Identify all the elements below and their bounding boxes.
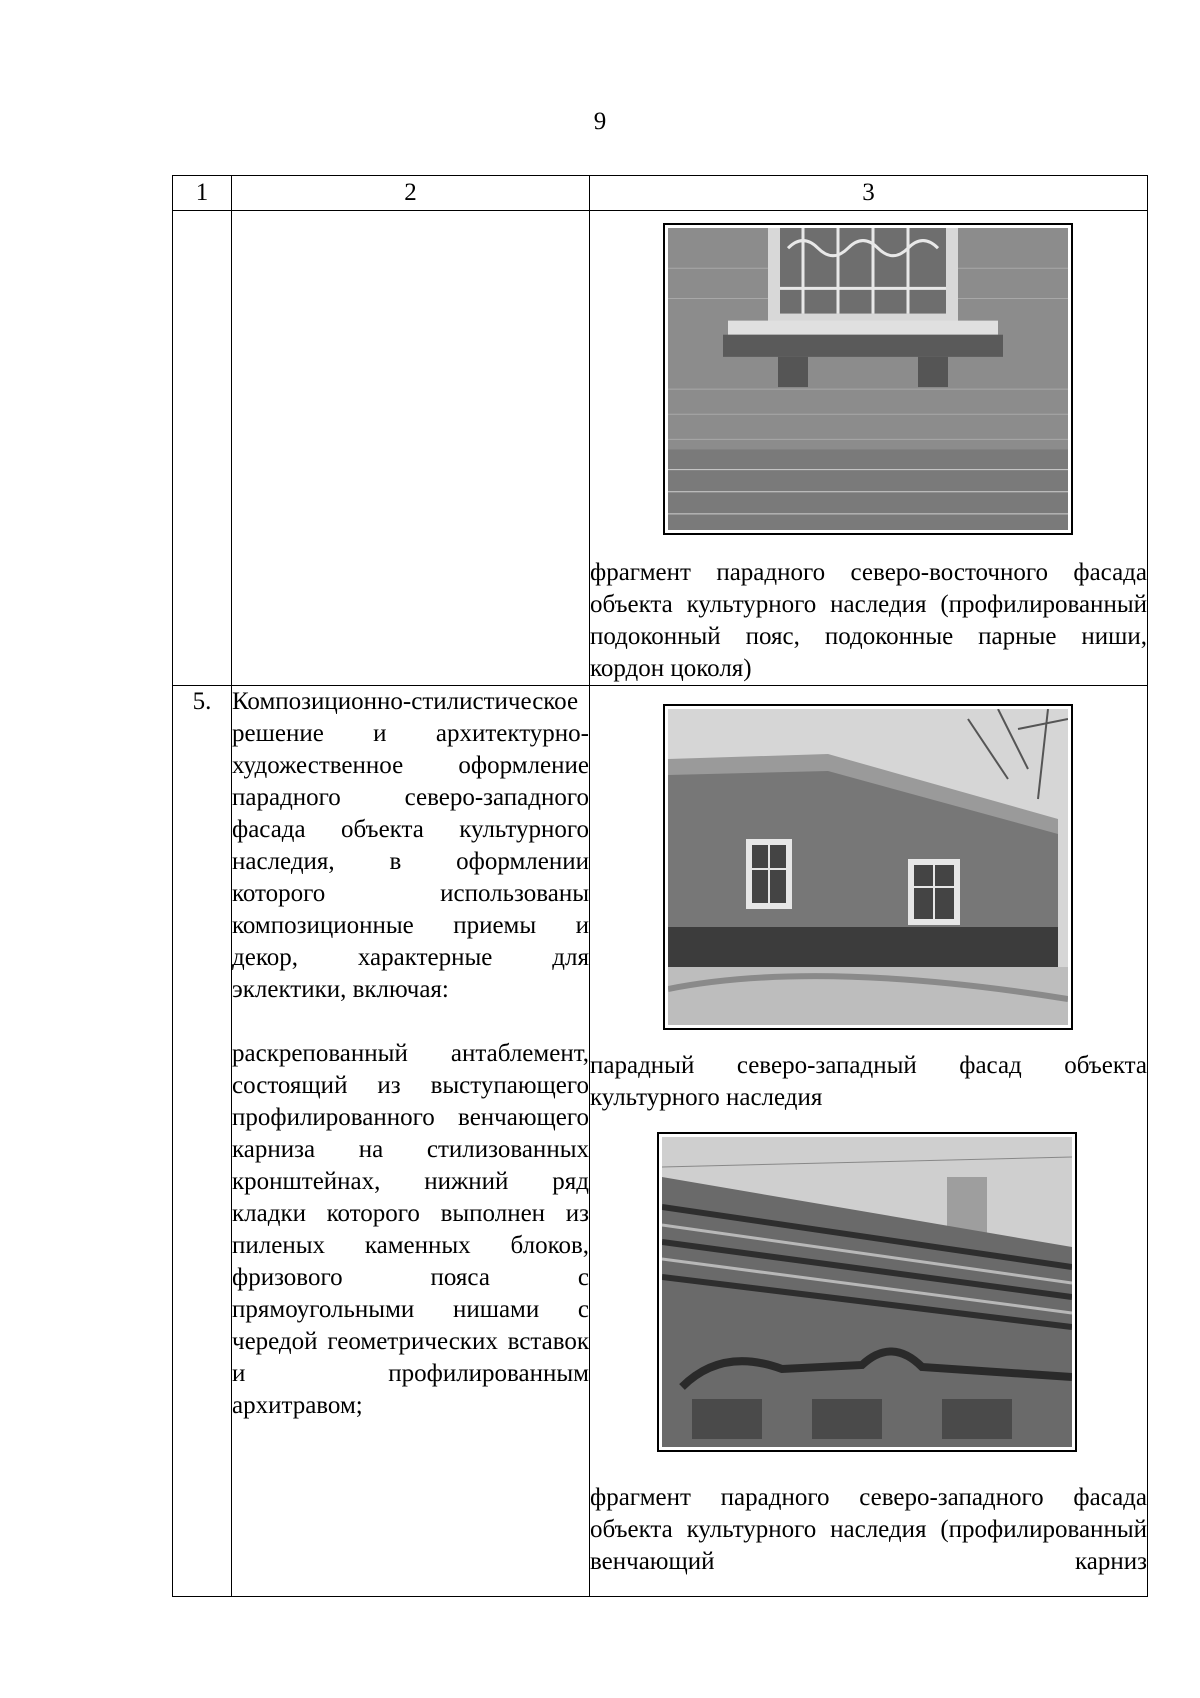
photo-caption: фрагмент парадного северо-восточного фасада объекта культурного наследия (профилированный подоконный пояс, подоконные парные ниши, кордон цоколя) [590, 559, 1147, 682]
row-number: 5. [173, 686, 232, 1597]
table-row [173, 686, 1148, 1597]
row-images [590, 686, 1148, 1597]
photo-cornice-fragment-image [662, 1137, 1072, 1447]
row-description [232, 686, 590, 1597]
header-col-2: 2 [232, 176, 590, 211]
table-row [173, 211, 1148, 686]
photo-cornice-fragment [657, 1132, 1077, 1452]
photo-caption: фрагмент парадного северо-западного фасада объекта культурного наследия (профилированный венчающий карниз [590, 1484, 1147, 1575]
row-images [590, 211, 1148, 686]
header-col-1: 1 [173, 176, 232, 211]
row-number [173, 211, 232, 686]
heritage-table [172, 175, 1148, 1597]
table-header-row [173, 176, 1148, 211]
photo-window-sill [663, 223, 1073, 535]
description-paragraph-1: Композиционно-стилистическое решение и архитектурно-художественное оформление парадного северо-западного фасада объекта культурного наследия, в оформлении которого использованы композиционные приемы и декор, характерные для эклектики, включая: [232, 688, 589, 1003]
description-paragraph-2: раскрепованный антаблемент, состоящий из выступающего профилированного венчающего карниза на стилизованных кронштейнах, нижний ряд кладки которого выполнен из пиленых каменных блоков, фризового пояса с прямоугольными нишами с чередой геометрических вставок и профилированным архитравом; [232, 1040, 589, 1419]
row-description [232, 211, 590, 686]
photo-northwest-facade-image [668, 709, 1068, 1025]
header-col-3: 3 [590, 176, 1148, 211]
photo-window-sill-image [668, 228, 1068, 530]
page-number: 9 [593, 108, 607, 135]
photo-caption: парадный северо-западный фасад объекта культурного наследия [590, 1052, 1147, 1111]
photo-northwest-facade [663, 704, 1073, 1030]
